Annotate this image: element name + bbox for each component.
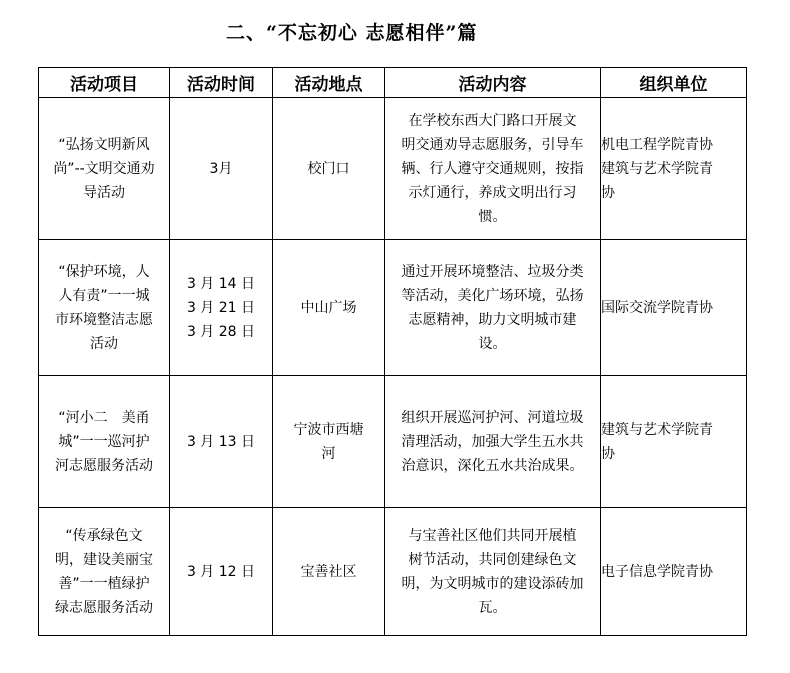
cell-line: 等活动，美化广场环境，弘扬: [401, 287, 584, 304]
activity-name-cell: [39, 508, 170, 636]
cell-line: 建筑与艺术学院青: [601, 421, 713, 438]
cell-line: 宝善社区: [300, 563, 357, 580]
cell-line: 3 月 28 日: [186, 323, 256, 340]
cell-line: 尚”--文明交通劝: [53, 160, 155, 177]
table-row: [39, 508, 747, 636]
header-activity-name: 活动项目: [39, 68, 170, 98]
activity-time-cell: [170, 508, 273, 636]
cell-line: “传承绿色文: [65, 527, 143, 544]
cell-line: 导活动: [83, 184, 125, 201]
cell-line: 志愿精神，助力文明城市建: [408, 311, 577, 328]
cell-line: 与宝善社区他们共同开展植: [408, 527, 577, 544]
cell-line: 校门口: [307, 160, 350, 177]
cell-line: 治意识，深化五水共治成果。: [401, 457, 584, 474]
cell-line: 树节活动，共同创建绿色文: [408, 551, 577, 568]
cell-line: 在学校东西大门路口开展文: [408, 112, 577, 129]
organizer-cell: [601, 376, 747, 508]
cell-line: 电子信息学院青协: [601, 563, 713, 580]
cell-line: 善”一一植绿护: [58, 575, 150, 592]
cell-line: 中山广场: [300, 299, 357, 316]
activity-content-cell: [385, 376, 601, 508]
cell-line: 3月: [209, 160, 233, 177]
cell-line: 绿志愿服务活动: [55, 599, 153, 616]
cell-line: 宁波市西塘: [293, 421, 364, 438]
activity-place-cell: [273, 508, 385, 636]
header-activity-content: 活动内容: [385, 68, 601, 98]
activity-content-cell: [385, 98, 601, 240]
cell-line: 国际交流学院青协: [601, 299, 713, 316]
cell-line: 协: [601, 184, 615, 201]
cell-line: 3 月 13 日: [186, 433, 256, 450]
cell-line: 明，为文明城市的建设添砖加: [401, 575, 584, 592]
activity-place-cell: [273, 98, 385, 240]
cell-line: 辆、行人遵守交通规则，按指: [401, 160, 584, 177]
cell-line: 3 月 21 日: [186, 299, 256, 316]
organizer-cell: [601, 508, 747, 636]
cell-line: 3 月 14 日: [186, 275, 256, 292]
cell-line: 瓦。: [478, 599, 507, 616]
header-organizer: 组织单位: [601, 68, 747, 98]
cell-line: 河: [321, 445, 336, 462]
activity-name-cell: [39, 376, 170, 508]
cell-line: “保护环境，人: [58, 263, 150, 280]
header-activity-place: 活动地点: [273, 68, 385, 98]
activity-name-cell: [39, 240, 170, 376]
cell-line: 机电工程学院青协: [601, 136, 713, 153]
cell-line: 清理活动，加强大学生五水共: [401, 433, 584, 450]
cell-line: “弘扬文明新风: [58, 136, 150, 153]
table-header-row: [39, 68, 747, 98]
activity-time-cell: [170, 98, 273, 240]
activity-name-cell: [39, 98, 170, 240]
organizer-cell: [601, 98, 747, 240]
cell-line: 3 月 12 日: [186, 563, 256, 580]
cell-line: 活动: [90, 335, 118, 352]
activity-table: [38, 67, 747, 636]
cell-line: 协: [601, 445, 615, 462]
section-heading: 二、“不忘初心 志愿相伴”篇: [226, 22, 478, 44]
cell-line: 人有责”一一城: [58, 287, 150, 304]
activity-content-cell: [385, 508, 601, 636]
cell-line: 市环境整洁志愿: [55, 311, 153, 328]
cell-line: “河小二 美甬: [58, 409, 150, 426]
header-activity-time: 活动时间: [170, 68, 273, 98]
table-row: [39, 376, 747, 508]
cell-line: 惯。: [478, 208, 507, 225]
activity-place-cell: [273, 376, 385, 508]
activity-content-cell: [385, 240, 601, 376]
cell-line: 明交通劝导志愿服务，引导车: [401, 136, 584, 153]
cell-line: 通过开展环境整洁、垃圾分类: [401, 263, 584, 280]
activity-time-cell: [170, 376, 273, 508]
organizer-cell: [601, 240, 747, 376]
cell-line: 示灯通行，养成文明出行习: [408, 184, 577, 201]
table-row: [39, 98, 747, 240]
cell-line: 建筑与艺术学院青: [601, 160, 713, 177]
cell-line: 明，建设美丽宝: [55, 551, 153, 568]
activity-place-cell: [273, 240, 385, 376]
table-row: [39, 240, 747, 376]
cell-line: 设。: [478, 335, 507, 352]
activity-time-cell: [170, 240, 273, 376]
cell-line: 组织开展巡河护河、河道垃圾: [401, 409, 584, 426]
cell-line: 城”一一巡河护: [58, 433, 150, 450]
cell-line: 河志愿服务活动: [55, 457, 153, 474]
